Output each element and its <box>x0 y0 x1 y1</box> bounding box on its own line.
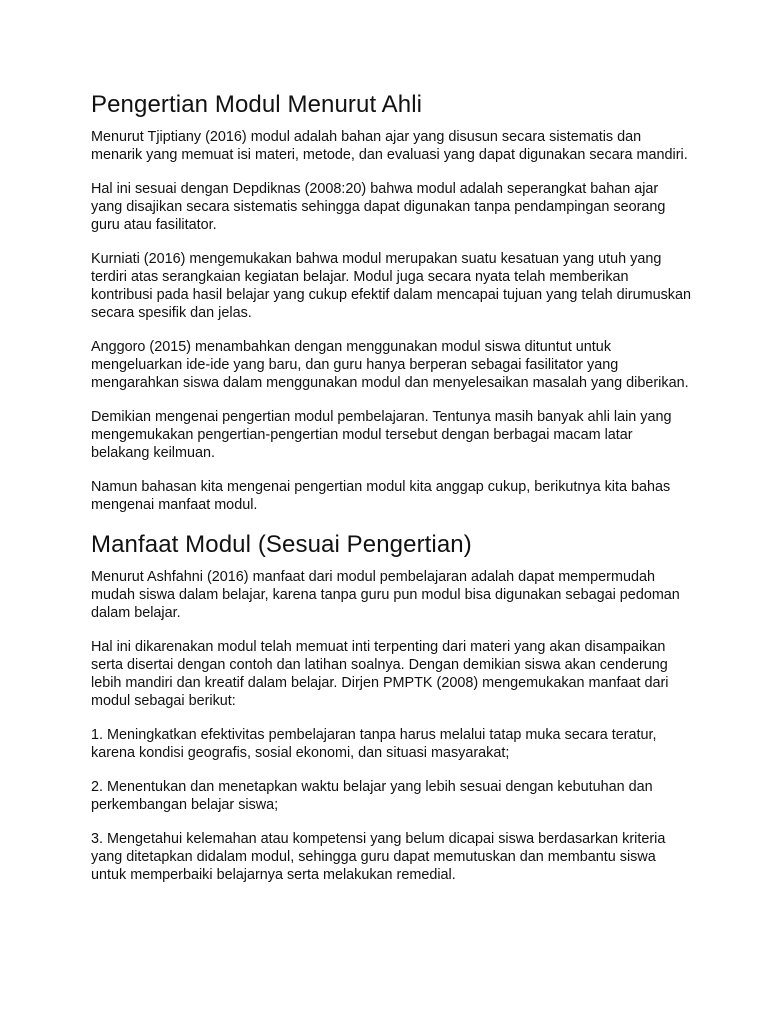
paragraph: Demikian mengenai pengertian modul pembelajaran. Tentunya masih banyak ahli lain yang mengemukakan pengertian-pengertian modul tersebut dengan berbagai macam latar belakang keilmuan. <box>91 409 672 461</box>
paragraph: Kurniati (2016) mengemukakan bahwa modul merupakan suatu kesatuan yang utuh yang terdiri atas serangkaian kegiatan belajar. Modul juga secara nyata telah memberikan kontribusi pada hasil belajar yang cukup efektif dalam mencapai tujuan yang telah dirumuskan secara spesifik dan jelas. <box>91 251 691 321</box>
document-page <box>91 90 691 900</box>
paragraph: Namun bahasan kita mengenai pengertian modul kita anggap cukup, berikutnya kita bahas mengenai manfaat modul. <box>91 479 671 513</box>
paragraph: Hal ini dikarenakan modul telah memuat inti terpenting dari materi yang akan disampaikan serta disertai dengan contoh dan latihan soalnya. Dengan demikian siswa akan cenderung lebih mandiri dan kreatif dalam belajar. Dirjen PMPTK (2008) mengemukakan manfaat dari modul sebagai berikut: <box>91 639 669 709</box>
section-heading-pengertian: Pengertian Modul Menurut Ahli <box>91 91 423 118</box>
paragraph: Anggoro (2015) menambahkan dengan menggunakan modul siswa dituntut untuk mengeluarkan ide-ide yang baru, dan guru hanya berperan sebagai fasilitator yang mengarahkan siswa dalam menggunakan modul dan menyelesaikan masalah yang diberikan. <box>91 339 689 391</box>
paragraph: Menurut Tjiptiany (2016) modul adalah bahan ajar yang disusun secara sistematis dan menarik yang memuat isi materi, metode, dan evaluasi yang dapat digunakan secara mandiri. <box>91 129 688 163</box>
list-item: 2. Menentukan dan menetapkan waktu belajar yang lebih sesuai dengan kebutuhan dan perkembangan belajar siswa; <box>91 779 653 813</box>
list-item: 1. Meningkatkan efektivitas pembelajaran tanpa harus melalui tatap muka secara teratur, karena kondisi geografis, sosial ekonomi, dan situasi masyarakat; <box>91 727 657 761</box>
list-item: 3. Mengetahui kelemahan atau kompetensi yang belum dicapai siswa berdasarkan kriteria yang ditetapkan didalam modul, sehingga guru dapat memutuskan dan membantu siswa untuk memperbaiki belajarnya serta melakukan remedial. <box>91 831 666 883</box>
section-heading-manfaat: Manfaat Modul (Sesuai Pengertian) <box>91 531 472 558</box>
paragraph: Hal ini sesuai dengan Depdiknas (2008:20) bahwa modul adalah seperangkat bahan ajar yang disajikan secara sistematis sehingga dapat digunakan tanpa pendampingan seorang guru atau fasilitator. <box>91 181 666 233</box>
paragraph: Menurut Ashfahni (2016) manfaat dari modul pembelajaran adalah dapat mempermudah mudah siswa dalam belajar, karena tanpa guru pun modul bisa digunakan sebagai pedoman dalam belajar. <box>91 569 680 621</box>
